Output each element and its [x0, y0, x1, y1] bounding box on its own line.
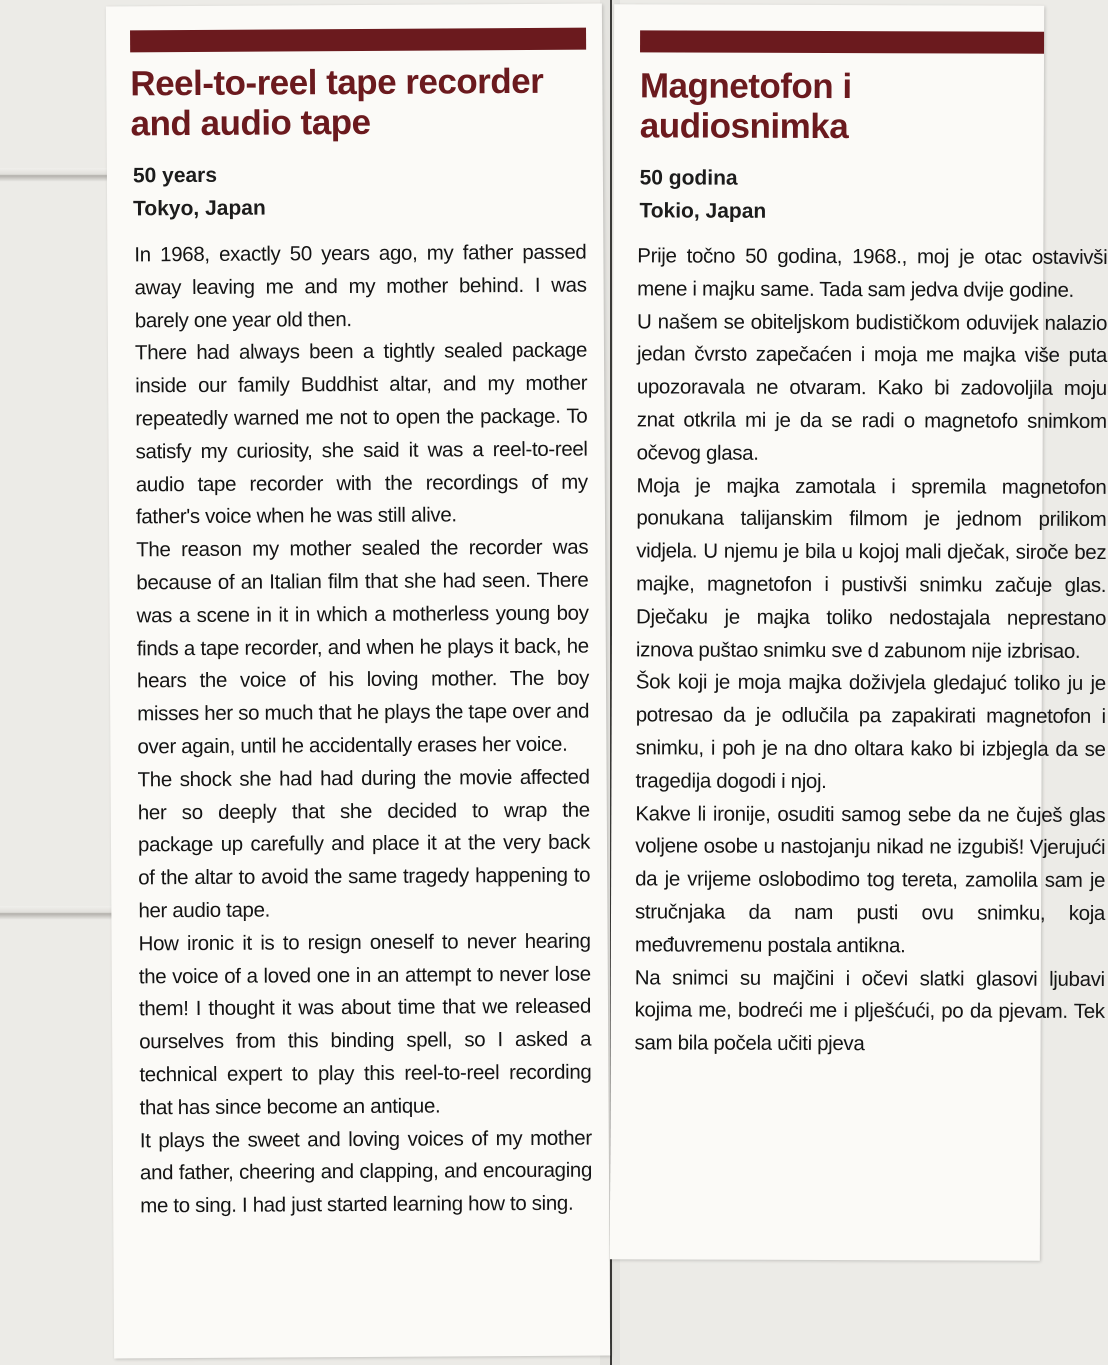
paragraph: The reason my mother sealed the recorder was because of an Italian film that she had seen. There was a scene in it in which a motherless young boy finds a tape recorder, and when he plays it back, he hears the voice of his loving mother. The boy misses her so much that he plays the tape over and over again, until he accidentally erases her voice. [136, 535, 590, 759]
paragraph: Prije točno 50 godina, 1968., moj je otac ostavivši mene i majku same. Tada sam jedva dvije godine. [637, 244, 1108, 302]
paragraph: Kakve li ironije, osuditi samog sebe da ne čuješ glas voljene osobe u nastojanju nikad ne izgubiš! Vjerujući da je vrijeme oslobodimo tog tereta, zamolila sam je stručnjaka da nam pusti ovu snimku, koja međuvremenu postala antikna. [634, 801, 1106, 958]
label-title: Reel-to-reel tape recorder and audio tape [130, 61, 544, 144]
paragraph: There had always been a tightly sealed package inside our family Buddhist altar, and my mother repeatedly warned me not to open the package. To satisfy my curiosity, she said it was a reel-to-reel audio tape recorder with the recordings of my father's voice when he was still alive. [134, 338, 588, 529]
location-text: Tokio, Japan [639, 199, 767, 223]
duration-text: 50 godina [639, 166, 738, 190]
location-text: Tokyo, Japan [133, 196, 266, 221]
label-title: Magnetofon i audiosnimka [639, 66, 852, 147]
duration-text: 50 years [132, 163, 218, 188]
label-meta [133, 159, 266, 226]
label-meta [639, 161, 766, 227]
paragraph: How ironic it is to resign oneself to never hearing the voice of a loved one in an attempt to never lose them! I thought it was about time that we released ourselves from this binding spell, so I asked a technical expert to play this reel-to-reel recording that has since become an antique. [138, 929, 592, 1120]
english-label-card [106, 3, 610, 1358]
label-body [635, 240, 1108, 1062]
paragraph: The shock she had had during the movie affected her so deeply that she decided to wrap the package up carefully and place it at the very back of the altar to avoid the same tragedy happening to her audio tape. [137, 765, 591, 923]
paragraph: Šok koji je moja majka doživjela gledajuć toliko ju je potresao da je odlučila pa zapakirati magnetofon i snimku, i poh je na dno oltara kako bi izbjegla da se tragedija dogodi i njoj. [635, 670, 1106, 793]
wall-tile-seam-lower [0, 906, 120, 920]
wall-tile-seam-upper [0, 168, 120, 182]
paragraph: In 1968, exactly 50 years ago, my father passed away leaving me and my mother behind. I was barely one year old then. [134, 240, 587, 332]
paragraph: U našem se obiteljskom budističkom oduvijek nalazio jedan čvrsto zapečaćen i moja me majka više puta upozoravala ne otvaram. Kako bi zadovoljila moju znat otkrila mi je da se radi o magnetofo snimkom očevog glasa. [636, 309, 1108, 465]
header-bar [130, 28, 586, 53]
croatian-label-card [610, 4, 1108, 1260]
paragraph: It plays the sweet and loving voices of my mother and father, cheering and clapping, and encouraging me to sing. I had just started learning how to sing. [139, 1126, 593, 1218]
paragraph: Na snimci su majčini i očevi slatki glasovi ljubavi kojima me, bodreći me i plješćući, po da pjevam. Tek sam bila počela učiti pjeva [634, 965, 1105, 1056]
header-bar [640, 30, 1044, 53]
paragraph: Moja je majka zamotala i spremila magnetofon ponukana talijanskim filmom je jednom prilikom vidjela. U njemu je bila u kojoj mali dječak, siroče bez majke, magnetofon i pustivši snimku začuje glas. Dječaku je majka toliko nedostajala neprestano iznova puštao snimku sve d zabunom nije izbrisao. [635, 473, 1107, 663]
label-body [134, 237, 592, 1224]
